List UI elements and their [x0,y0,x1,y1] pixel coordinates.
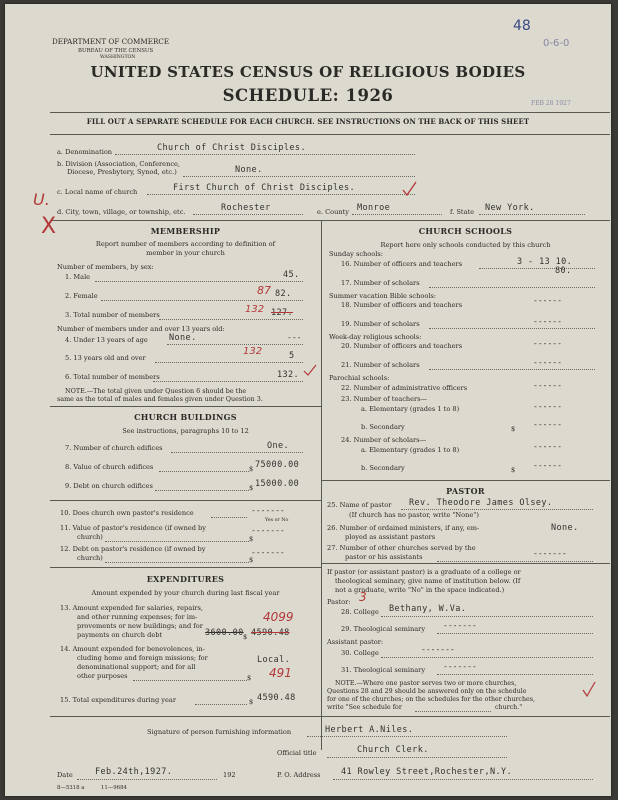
q31-dash: ------- [443,662,477,671]
q20-label: 20. Number of officers and teachers [341,342,463,350]
q11-dash: ------- [251,526,285,535]
q7-value: One. [267,441,290,451]
q27-dash: ------- [533,549,567,558]
official-title-value: Church Clerk. [357,745,429,755]
q21-dash: ------ [533,358,562,367]
q23a-dash: ------ [533,402,562,411]
q12-line [105,554,249,563]
local-name-label: c. Local name of church [57,188,138,196]
q5-value: 5 [289,351,295,361]
checkmark-icon [303,364,317,378]
q23-label: 23. Number of teachers— [341,395,428,403]
parochial-label: Parochial schools: [329,374,390,382]
divider [321,563,610,564]
q14-typed-value: Local. [257,655,291,665]
schedule-number: 48 [513,18,531,34]
q24a-label: a. Elementary (grades 1 to 8) [361,446,460,454]
state-value: New York. [485,203,535,213]
division-label-2: Diocese, Presbytery, Synod, etc.) [67,168,177,176]
sunday-label: Sunday schools: [329,250,383,258]
q2-correction: 87 [257,284,271,297]
q27-label-2: pastor or his assistants [345,553,423,561]
q23a-label: a. Elementary (grades 1 to 8) [361,405,460,413]
date-label: Date [57,771,73,779]
divider [50,567,321,568]
q14-label-2: cluding home and foreign missions; for [77,654,208,662]
q14-label-3: denominational support; and for all [77,663,196,671]
q23b-label: b. Secondary [361,423,405,431]
pastor-note: NOTE.—Where one pastor serves two or more churches, [335,680,517,687]
q15-line [195,696,247,705]
city-label: d. City, town, village, or township, etc. [57,208,186,216]
pastor-instruction-3: not a graduate, write "No" in the space indicated.) [335,586,505,594]
pastor-title: PASTOR [446,486,485,496]
q25-label: 25. Name of pastor [327,501,392,509]
expenditures-sub: Amount expended by your church during last fiscal year [91,589,280,597]
q11-label: 11. Value of pastor's residence (if owned by [60,524,206,532]
q22-label: 22. Number of administrative officers [341,384,468,392]
margin-mark-u: U. [33,190,50,209]
q13-label-4: payments on church debt [77,631,163,639]
q1-label: 1. Male [65,273,91,281]
divider [50,220,610,221]
q1-line [95,273,303,282]
q12-label-2: church) [77,554,103,562]
q27-line [437,553,593,562]
form-number: 8—5318 a [57,785,85,791]
summer-label: Summer vacation Bible schools: [329,292,437,300]
q5-line [155,354,303,363]
dollar-sign: $ [249,698,254,706]
q24b-dash: ------ [533,461,562,470]
q8-label: 8. Value of church edifices [65,463,154,471]
q26-value: None. [551,523,579,533]
q2-value: 82. [275,289,292,299]
q13-label-3: provements or new buildings; and for [77,622,203,630]
pastor-note-5: church." [495,704,523,711]
q10-dash: ------- [251,506,285,515]
q26-label: 26. Number of ordained ministers, if any, em- [327,524,480,532]
q28-label: 28. College [341,608,379,616]
margin-mark-x: X [41,214,57,239]
q8-line [159,463,249,472]
q11-line [105,533,249,542]
denomination-label: a. Denomination [57,148,113,156]
q22-dash: ------ [533,381,562,390]
division-value: None. [235,165,263,175]
assistant-pastor-label: Assistant pastor: [327,638,384,646]
divider [321,480,610,481]
pastor-label: Pastor: [327,598,351,606]
q6-label: 6. Total number of members [65,373,160,381]
q14-hand-value: 491 [269,666,292,680]
q2-line [101,292,303,301]
dollar-sign: $ [249,535,254,543]
age-intro-label: Number of members under and over 13 years old: [57,325,225,333]
divider [50,716,610,717]
q26-label-2: ployed as assistant pastors [345,533,436,541]
dollar-sign: $ [249,465,254,473]
q12-label: 12. Debt on pastor's residence (if owned by [60,545,206,553]
q21-line [429,361,595,370]
census-schedule-page [5,4,611,796]
q27-label: 27. Number of other churches served by the [327,544,476,552]
q8-value: 75000.00 [255,460,300,470]
buildings-sub: See instructions, paragraphs 10 to 12 [122,427,249,435]
q25-value: Rev. Theodore James Olsey. [409,498,553,508]
dollar-sign: $ [511,466,516,474]
q4-value: None. [169,333,197,343]
column-divider [321,220,322,750]
q12-dash: ------- [251,548,285,557]
q18-label: 18. Number of officers and teachers [341,301,463,309]
signature-value: Herbert A.Niles. [325,725,414,735]
q15-label: 15. Total expenditures during year [60,696,176,704]
signature-label: Signature of person furnishing information [147,728,292,736]
q17-value: 80. [555,266,572,276]
q14-label-4: other purposes [77,672,128,680]
date-received-stamp: FEB 28 1927 [531,100,571,107]
q19-dash: ------ [533,317,562,326]
q10-line [211,509,247,518]
pastor-instruction: If pastor (or assistant pastor) is a graduate of a college or [327,568,521,576]
local-name-value: First Church of Christ Disciples. [173,183,356,193]
membership-title: MEMBERSHIP [150,226,221,236]
membership-intro: Report number of members according to definition of [95,240,276,248]
print-number: 11—9684 [101,785,127,791]
q16-value: 3 - 13 10. [517,257,573,267]
by-sex-label: Number of members, by sex: [57,263,154,271]
q2-label: 2. Female [65,292,98,300]
q23b-dash: ------ [533,420,562,429]
q28-value: Bethany, W.Va. [389,604,467,614]
q4-dash: --- [287,333,302,342]
divider [50,112,610,113]
form-title: UNITED STATES CENSUS OF RELIGIOUS BODIES [90,63,526,81]
pastor-instruction-2: theological seminary, give name of institution below. (If [335,577,521,585]
q29-dash: ------- [443,621,477,630]
department-label: DEPARTMENT OF COMMERCE [52,37,170,46]
city-value: Rochester [221,203,271,213]
q19-line [429,320,595,329]
q15-value: 4590.48 [257,693,296,703]
dollar-sign: $ [249,484,254,492]
q10-label: 10. Does church own pastor's residence [60,509,194,517]
q13-correction: 4099 [263,610,294,624]
divider [50,500,321,501]
q14-line [133,672,247,681]
checkmark-icon [581,680,597,698]
q30-line [381,649,593,658]
date-value: Feb.24th,1927. [95,767,173,777]
pastor-note-4: write "See schedule for [327,704,402,711]
q13-value: 4590.48 [251,628,290,638]
q19-label: 19. Number of scholars [341,320,420,328]
buildings-title: CHURCH BUILDINGS [134,412,237,422]
q13-label-2: and other running expenses; for im- [77,613,198,621]
q6-value: 132. [277,370,300,380]
dollar-sign: $ [247,674,252,682]
pastor-note-3: for one of the churches; on the schedules for the other churches, [327,696,535,703]
pastor-hand-mark: 3 [359,590,367,604]
q11-label-2: church) [77,533,103,541]
dollar-sign: $ [249,556,254,564]
q3-correction: 132 [245,304,265,315]
dollar-sign: $ [511,425,516,433]
q7-label: 7. Number of church edifices [65,444,163,452]
q21-label: 21. Number of scholars [341,361,420,369]
code-stamp: 0-6-0 [543,38,570,49]
divider [50,406,321,407]
q4-label: 4. Under 13 years of age [65,336,148,344]
q9-label: 9. Debt on church edifices [65,482,153,490]
q13-label: 13. Amount expended for salaries, repairs, [60,604,203,612]
divider [50,134,610,135]
q3-value: 127. [271,308,294,318]
weekday-label: Week-day religious schools: [329,333,422,341]
pastor-note-line [415,704,491,712]
membership-intro-2: member in your church [146,249,225,257]
city-label: WASHINGTON [100,55,136,60]
q3-label: 3. Total number of members [65,311,160,319]
q1-value: 45. [283,270,300,280]
dollar-sign: $ [243,633,248,641]
bureau-label: BUREAU OF THE CENSUS [78,48,154,54]
q30-dash: ------- [421,645,455,654]
schools-sub: Report here only schools conducted by this church [380,241,551,249]
division-line [183,166,415,177]
schools-title: CHURCH SCHOOLS [418,226,513,236]
yes-no-hint: Yes or No [265,518,289,523]
q18-dash: ------ [533,296,562,305]
q17-label: 17. Number of scholars [341,279,420,287]
q24b-label: b. Secondary [361,464,405,472]
county-value: Monroe [357,203,391,213]
schedule-year-title: SCHEDULE: 1926 [222,86,394,105]
division-label: b. Division (Association, Conference, [57,160,181,168]
membership-note: NOTE.—The total given under Question 6 should be the [65,387,247,395]
q5-correction: 132 [243,346,263,357]
q29-label: 29. Theological seminary [341,625,426,633]
po-address-label: P. O. Address [277,771,321,779]
q16-label: 16. Number of officers and teachers [341,260,463,268]
expenditures-title: EXPENDITURES [146,574,225,584]
q25-hint: (If church has no pastor, write "None") [349,511,479,519]
q24a-dash: ------ [533,442,562,451]
pastor-note-2: Questions 28 and 29 should be answered only on the schedule [327,688,527,695]
county-label: e. County [317,208,349,216]
membership-note-2: same as the total of males and females given under Question 3. [57,395,263,403]
q20-dash: ------ [533,339,562,348]
q31-label: 31. Theological seminary [341,666,426,674]
date-year-prefix: 192 [223,771,236,779]
po-address-value: 41 Rowley Street,Rochester,N.Y. [341,767,513,777]
q5-label: 5. 13 years old and over [65,354,146,362]
instruction-line: FILL OUT A SEPARATE SCHEDULE FOR EACH CHURCH. SEE INSTRUCTIONS ON THE BACK OF THIS SHEET [86,117,530,126]
state-label: f. State [450,208,475,216]
q9-line [155,482,249,491]
denomination-value: Church of Christ Disciples. [157,143,306,153]
q17-line [429,279,595,288]
q24-label: 24. Number of scholars— [341,436,427,444]
q9-value: 15000.00 [255,479,300,489]
official-title-label: Official title [277,749,317,757]
checkmark-icon [401,180,419,198]
q13-struck-value: 3600.00 [205,628,244,638]
q30-label: 30. College [341,649,379,657]
q14-label: 14. Amount expended for benevolences, in- [60,645,205,653]
